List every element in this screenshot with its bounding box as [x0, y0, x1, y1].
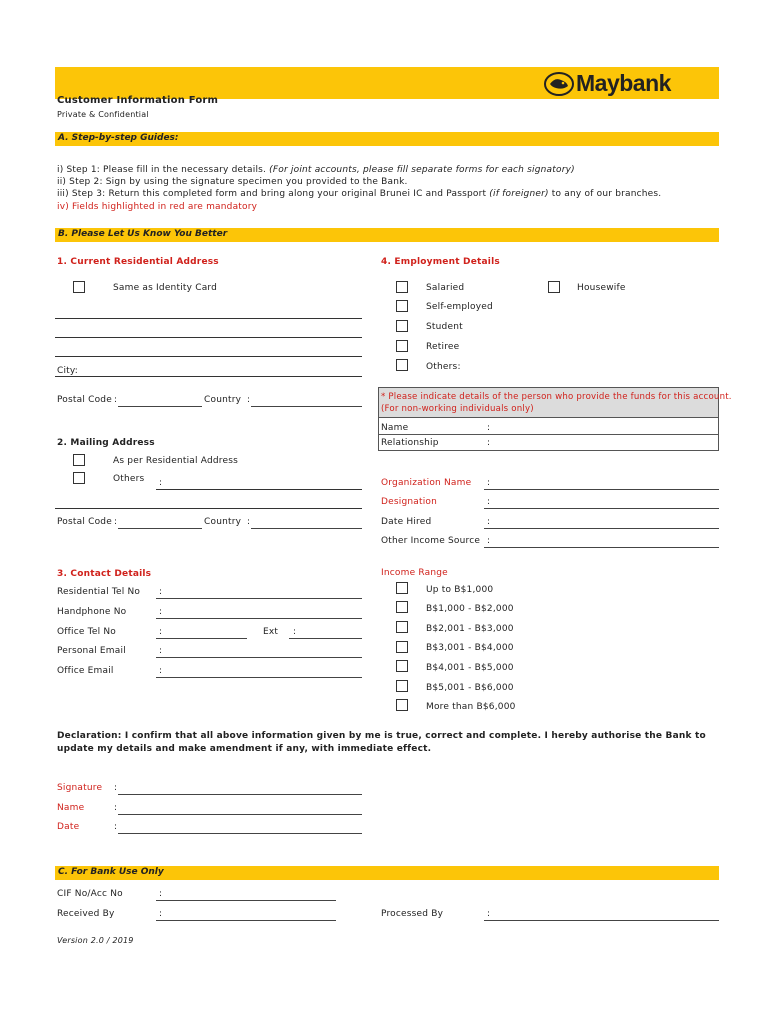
signature-colon: : — [114, 783, 118, 793]
funds-relationship-colon: : — [487, 438, 491, 448]
funds-name-colon: : — [487, 423, 491, 433]
funds-note: * Please indicate details of the person who provide the funds for this account. — [381, 392, 732, 402]
res-postal-colon: : — [114, 395, 118, 405]
funds-divider-2 — [379, 434, 718, 435]
mailing-line-2[interactable] — [55, 508, 362, 509]
res-postal-field[interactable] — [118, 406, 202, 407]
org-name-colon: : — [487, 478, 491, 488]
income-range-title: Income Range — [381, 568, 448, 578]
housewife-label: Housewife — [577, 283, 626, 293]
section-c-title: C. For Bank Use Only — [58, 867, 164, 877]
step-1-text: i) Step 1: Please fill in the necessary details. — [57, 165, 270, 175]
other-income-field[interactable] — [484, 547, 719, 548]
step-1 — [57, 165, 575, 175]
same-as-ic-label: Same as Identity Card — [113, 283, 218, 293]
received-by-colon: : — [159, 909, 163, 919]
office-email-label: Office Email — [57, 666, 114, 676]
res-tel-field[interactable] — [156, 598, 362, 599]
step-1-note: (For joint accounts, please fill separate forms for each signatory) — [269, 165, 575, 175]
office-tel-label: Office Tel No — [57, 627, 116, 637]
ext-colon: : — [293, 627, 297, 637]
self-employed-checkbox[interactable] — [396, 300, 408, 312]
step-4: iv) Fields highlighted in red are mandatory — [57, 202, 258, 212]
designation-field[interactable] — [484, 508, 719, 509]
salaried-checkbox[interactable] — [396, 281, 408, 293]
funds-note-2: (For non-working individuals only) — [381, 404, 534, 414]
address-line-3[interactable] — [55, 356, 362, 357]
processed-by-field[interactable] — [484, 920, 719, 921]
same-as-ic-checkbox[interactable] — [73, 281, 85, 293]
processed-by-colon: : — [487, 909, 491, 919]
self-employed-label: Self-employed — [426, 302, 493, 312]
form-subtitle: Private & Confidential — [57, 110, 149, 119]
mail-country-colon: : — [247, 517, 251, 527]
res-country-label: Country — [204, 395, 242, 405]
res-tel-colon: : — [159, 587, 163, 597]
mail-postal-label: Postal Code — [57, 517, 112, 527]
income-2-checkbox[interactable] — [396, 601, 408, 613]
retiree-label: Retiree — [426, 342, 460, 352]
declaration-line-1: Declaration: I confirm that all above information given by me is true, correct and complete. I hereby authorise the Bank to — [57, 731, 706, 741]
section-b-bar — [55, 228, 719, 242]
income-7-checkbox[interactable] — [396, 699, 408, 711]
handphone-field[interactable] — [156, 618, 362, 619]
signature-label: Signature — [57, 783, 103, 793]
logo-text: Maybank — [576, 70, 671, 96]
section-b-title: B. Please Let Us Know You Better — [58, 229, 228, 239]
residential-title: 1. Current Residential Address — [57, 257, 219, 267]
student-checkbox[interactable] — [396, 320, 408, 332]
income-2-label: B$1,000 - B$2,000 — [426, 604, 514, 614]
step-3-text: iii) Step 3: Return this completed form and bring along your original Brunei IC and Passport — [57, 189, 490, 199]
income-3-label: B$2,001 - B$3,000 — [426, 624, 514, 634]
cif-field[interactable] — [156, 900, 336, 901]
name-label: Name — [57, 803, 85, 813]
mail-country-label: Country — [204, 517, 242, 527]
as-per-residential-label: As per Residential Address — [113, 456, 238, 466]
date-hired-field[interactable] — [484, 528, 719, 529]
address-line-2[interactable] — [55, 337, 362, 338]
date-label: Date — [57, 822, 80, 832]
step-2: ii) Step 2: Sign by using the signature specimen you provided to the Bank. — [57, 177, 408, 187]
personal-email-label: Personal Email — [57, 646, 126, 656]
res-country-field[interactable] — [251, 406, 362, 407]
designation-colon: : — [487, 497, 491, 507]
version-text: Version 2.0 / 2019 — [57, 936, 134, 945]
employment-title: 4. Employment Details — [381, 257, 500, 267]
office-email-colon: : — [159, 666, 163, 676]
others-checkbox[interactable] — [396, 359, 408, 371]
handphone-colon: : — [159, 607, 163, 617]
ext-label: Ext — [263, 627, 279, 637]
res-tel-label: Residential Tel No — [57, 587, 141, 597]
income-6-label: B$5,001 - B$6,000 — [426, 683, 514, 693]
cif-label: CIF No/Acc No — [57, 889, 123, 899]
mailing-line-1[interactable] — [156, 489, 362, 490]
funds-divider-1 — [379, 417, 718, 418]
student-label: Student — [426, 322, 463, 332]
income-5-checkbox[interactable] — [396, 660, 408, 672]
signature-field[interactable] — [118, 794, 362, 795]
mailing-title: 2. Mailing Address — [57, 438, 155, 448]
cif-colon: : — [159, 889, 163, 899]
step-3-suffix: to any of our branches. — [548, 189, 662, 199]
office-email-field[interactable] — [156, 677, 362, 678]
personal-email-field[interactable] — [156, 657, 362, 658]
office-tel-field[interactable] — [156, 638, 247, 639]
section-c-bar — [55, 866, 719, 880]
step-3-note: (if foreigner) — [489, 189, 549, 199]
city-line[interactable] — [55, 376, 362, 377]
mail-country-field[interactable] — [251, 528, 362, 529]
other-income-label: Other Income Source — [381, 536, 481, 546]
mail-postal-field[interactable] — [118, 528, 202, 529]
as-per-residential-checkbox[interactable] — [73, 454, 85, 466]
mailing-others-label: Others — [113, 474, 145, 484]
received-by-field[interactable] — [156, 920, 336, 921]
name-colon: : — [114, 803, 118, 813]
received-by-label: Received By — [57, 909, 115, 919]
salaried-label: Salaried — [426, 283, 465, 293]
section-a-bar — [55, 132, 719, 146]
funds-box — [378, 387, 732, 451]
income-3-checkbox[interactable] — [396, 621, 408, 633]
funds-relationship-label: Relationship — [381, 438, 439, 448]
handphone-label: Handphone No — [57, 607, 127, 617]
income-5-label: B$4,001 - B$5,000 — [426, 663, 514, 673]
ext-field[interactable] — [289, 638, 362, 639]
others-label: Others: — [426, 362, 461, 372]
income-1-checkbox[interactable] — [396, 582, 408, 594]
res-postal-label: Postal Code — [57, 395, 112, 405]
date-colon: : — [114, 822, 118, 832]
income-4-label: B$3,001 - B$4,000 — [426, 643, 514, 653]
mailing-others-checkbox[interactable] — [73, 472, 85, 484]
address-line-1[interactable] — [55, 318, 362, 319]
designation-label: Designation — [381, 497, 438, 507]
section-a-title: A. Step-by-step Guides: — [58, 133, 179, 143]
income-7-label: More than B$6,000 — [426, 702, 516, 712]
income-1-label: Up to B$1,000 — [426, 585, 494, 595]
date-field[interactable] — [118, 833, 362, 834]
mail-postal-colon: : — [114, 517, 118, 527]
org-name-label: Organization Name — [381, 478, 472, 488]
income-4-checkbox[interactable] — [396, 641, 408, 653]
name-field[interactable] — [118, 814, 362, 815]
processed-by-label: Processed By — [381, 909, 444, 919]
mailing-others-colon: : — [159, 478, 163, 488]
res-country-colon: : — [247, 395, 251, 405]
contact-title: 3. Contact Details — [57, 569, 152, 579]
tiger-icon — [543, 72, 575, 96]
org-name-field[interactable] — [484, 489, 719, 490]
city-label: City: — [57, 366, 79, 376]
personal-email-colon: : — [159, 646, 163, 656]
retiree-checkbox[interactable] — [396, 340, 408, 352]
housewife-checkbox[interactable] — [548, 281, 560, 293]
form-title: Customer Information Form — [57, 95, 219, 106]
date-hired-label: Date Hired — [381, 517, 432, 527]
funds-name-label: Name — [381, 423, 409, 433]
income-6-checkbox[interactable] — [396, 680, 408, 692]
date-hired-colon: : — [487, 517, 491, 527]
other-income-colon: : — [487, 536, 491, 546]
office-tel-colon: : — [159, 627, 163, 637]
step-3 — [57, 189, 661, 199]
declaration-line-2: update my details and make amendment if any, with immediate effect. — [57, 744, 432, 754]
